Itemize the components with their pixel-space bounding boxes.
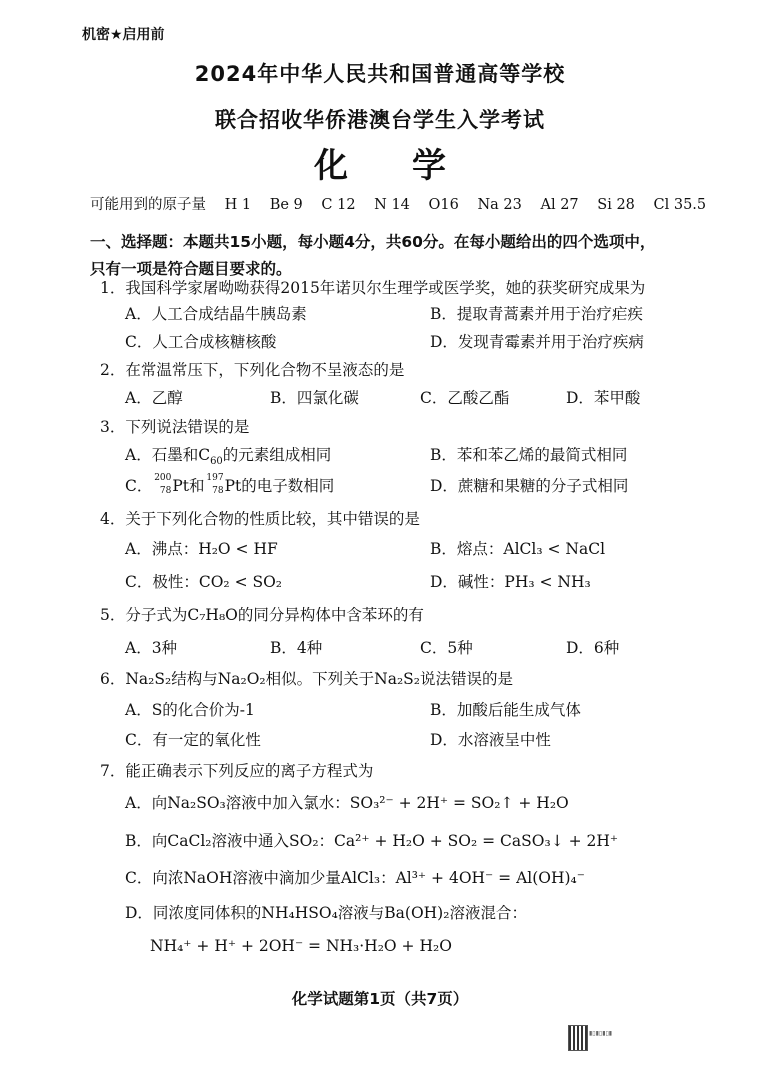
atomic-mass-n: N 14: [374, 197, 410, 213]
q2-option-d: D．苯甲酸: [566, 389, 641, 407]
q1-option-b: B．提取青蒿素并用于治疗疟疾: [430, 305, 643, 323]
page-footer: 化学试题第1页（共7页）: [291, 990, 469, 1008]
q1-stem: 1．我国科学家屠呦呦获得2015年诺贝尔生理学或医学奖，她的获奖研究成果为: [100, 279, 646, 297]
q3-option-a: A．石墨和$C_{60}$的元素组成相同: [125, 446, 332, 468]
q4-option-d: D．碱性：PH₃ < NH₃: [430, 573, 591, 591]
subject-title: 化学: [314, 146, 510, 186]
q7-option-a: A．向Na₂SO₃溶液中加入氯水：SO₃²⁻ + 2H⁺ = SO₂↑ + H₂O: [125, 794, 569, 812]
q6-stem: 6．Na₂S₂结构与Na₂O₂相似。下列关于Na₂S₂说法错误的是: [100, 670, 513, 688]
q6-option-c: C．有一定的氧化性: [125, 731, 261, 749]
q3-option-c: C． 200 78 Pt和 197 78 Pt的电子数相同: [125, 473, 335, 496]
q7-option-d-equation: NH₄⁺ + H⁺ + 2OH⁻ = NH₃·H₂O + H₂O: [150, 937, 452, 955]
q3-option-b: B．苯和苯乙烯的最简式相同: [430, 446, 628, 464]
nuclide-pt-200: 200 78: [154, 473, 172, 496]
nuclide-pt-197: 197 78: [206, 473, 224, 496]
q4-option-a: A．沸点：H₂O < HF: [125, 540, 278, 558]
q6-option-b: B．加酸后能生成气体: [430, 701, 581, 719]
atomic-masses: [90, 193, 706, 214]
atomic-mass-cl: Cl 35.5: [653, 197, 707, 213]
q5-option-c: C．5种: [420, 639, 473, 657]
q7-option-b: B．向CaCl₂溶液中通入SO₂：Ca²⁺ + H₂O + SO₂ = CaSO₃↓ + 2H⁺: [125, 832, 619, 850]
q6-option-a: A．S的化合价为-1: [125, 701, 255, 719]
q4-option-b: B．熔点：AlCl₃ < NaCl: [430, 540, 606, 558]
q1-option-c: C．人工合成核糖核酸: [125, 333, 277, 351]
atomic-masses-label: 可能用到的原子量: [90, 197, 206, 213]
exam-title-line1: 2024年中华人民共和国普通高等学校: [194, 62, 566, 86]
qr-logo-icon: ▮▯▮▯▮▯▮: [589, 1030, 613, 1037]
atomic-mass-c: C 12: [321, 197, 356, 213]
atomic-mass-al: Al 27: [540, 197, 579, 213]
q3-stem: 3．下列说法错误的是: [100, 418, 250, 436]
atomic-mass-si: Si 28: [597, 197, 635, 213]
q7-option-c: C．向浓NaOH溶液中滴加少量AlCl₃：Al³⁺ + 4OH⁻ = Al(OH)₄⁻: [125, 869, 585, 887]
q2-option-c: C．乙酸乙酯: [420, 389, 510, 407]
q4-option-c: C．极性：CO₂ < SO₂: [125, 573, 283, 591]
q1-option-d: D．发现青霉素并用于治疗疾病: [430, 333, 644, 351]
qr-code-icon: [568, 1025, 588, 1051]
q2-stem: 2．在常温常压下，下列化合物不呈液态的是: [100, 361, 405, 379]
q2-option-b: B．四氯化碳: [270, 389, 359, 407]
q3-option-d: D．蔗糖和果糖的分子式相同: [430, 477, 629, 495]
q5-option-a: A．3种: [125, 639, 178, 657]
q6-option-d: D．水溶液呈中性: [430, 731, 551, 749]
section-1-instructions: 一、选择题：本题共15小题，每小题4分，共60分。在每小题给出的四个选项中，只有一项是符合题目要求的。: [90, 233, 656, 278]
q5-option-b: B．4种: [270, 639, 323, 657]
atomic-mass-na: Na 23: [477, 197, 522, 213]
q2-option-a: A．乙醇: [125, 389, 183, 407]
atomic-mass-be: Be 9: [269, 197, 303, 213]
confidential-label: 机密★启用前: [82, 27, 165, 43]
q5-stem: 5．分子式为C₇H₈O的同分异构体中含苯环的有: [100, 606, 424, 624]
q7-stem: 7．能正确表示下列反应的离子方程式为: [100, 762, 374, 780]
exam-title-line2: 联合招收华侨港澳台学生入学考试: [215, 108, 545, 132]
q4-stem: 4．关于下列化合物的性质比较，其中错误的是: [100, 510, 420, 528]
q1-option-a: A．人工合成结晶牛胰岛素: [125, 305, 307, 323]
q7-option-d: D．同浓度同体积的NH₄HSO₄溶液与Ba(OH)₂溶液混合：: [125, 904, 527, 922]
atomic-mass-h: H 1: [224, 197, 252, 213]
atomic-mass-o: O16: [428, 197, 459, 213]
q5-option-d: D．6种: [566, 639, 620, 657]
